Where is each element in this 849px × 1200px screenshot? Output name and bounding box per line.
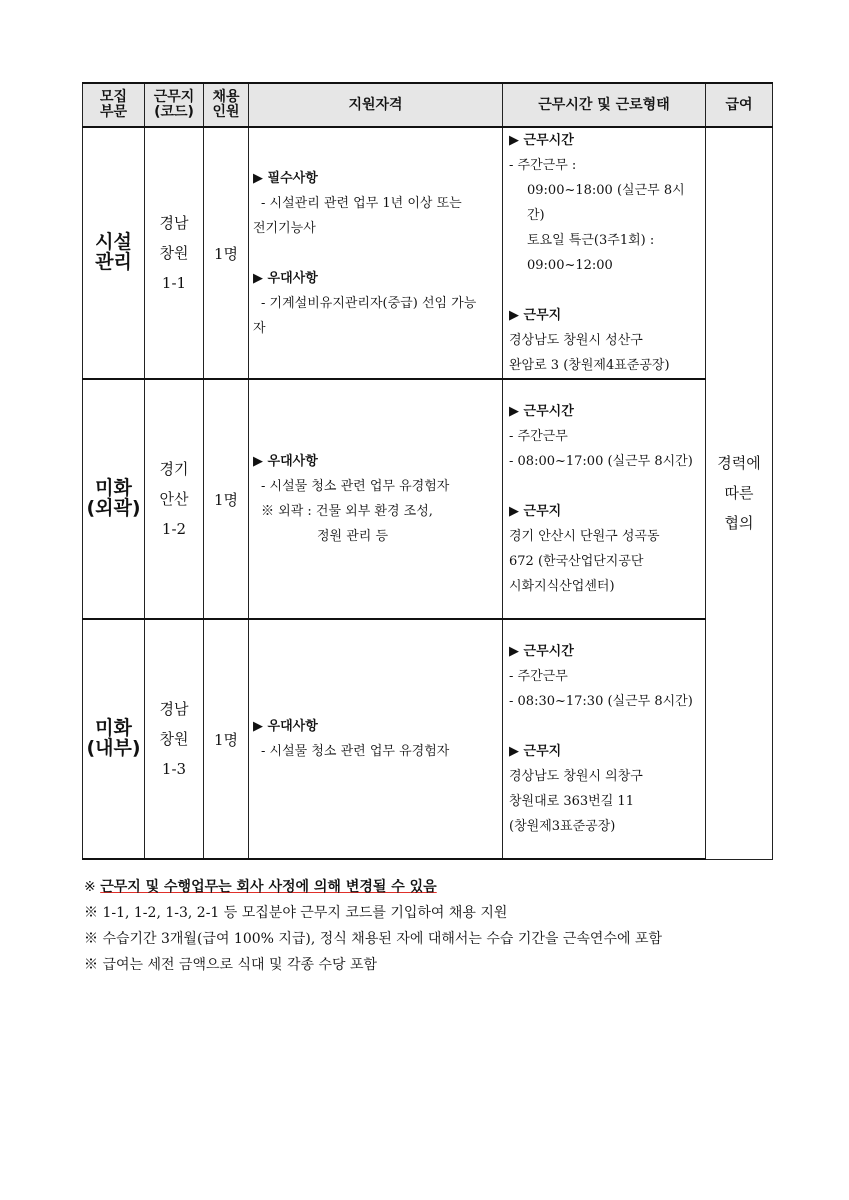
header-dept: 모집 부문 [83, 83, 145, 127]
pay-cell: 경력에 따른 협의 [706, 127, 773, 859]
location-cell: 경기 안산 1-2 [145, 379, 204, 619]
note-item [84, 900, 774, 926]
count-cell: 1명 [204, 619, 249, 859]
note-text: 1-1, 1-2, 1-3, 2-1 등 모집분야 근무지 코드를 기입하여 채용 지원 [102, 905, 508, 921]
dept-cell: 미화 (외곽) [83, 379, 145, 619]
qualification-cell: ▶ 우대사항 - 시설물 청소 관련 업무 유경험자 [249, 619, 503, 859]
qualification-cell: ▶ 필수사항 - 시설관리 관련 업무 1년 이상 또는 전기기능사 ▶ 우대사항 - 기계설비유지관리자(중급) 선임 가능 자 [249, 127, 503, 379]
location-cell: 경남 창원 1-1 [145, 127, 204, 379]
dept-cell: 미화 (내부) [83, 619, 145, 859]
table-header-row [83, 83, 773, 127]
hours-cell: ▶ 근무시간 - 주간근무 - 08:00~17:00 (실근무 8시간) ▶ 근무지 경기 안산시 단원구 성곡동 672 (한국산업단지공단 시화지식산업센터) [503, 379, 706, 619]
header-qualification: 지원자격 [249, 83, 503, 127]
table-row [83, 127, 773, 379]
hours-cell: ▶ 근무시간 - 주간근무 - 08:30~17:30 (실근무 8시간) ▶ 근무지 경상남도 창원시 의창구 창원대로 363번길 11 (창원제3표준공장) [503, 619, 706, 859]
note-mark: ※ [84, 879, 96, 895]
qualification-cell: ▶ 우대사항 - 시설물 청소 관련 업무 유경험자 ※ 외곽 : 건물 외부 환경 조성, 정원 관리 등 [249, 379, 503, 619]
header-location: 근무지 (코드) [145, 83, 204, 127]
header-pay: 급여 [706, 83, 773, 127]
note-item [84, 952, 774, 978]
table-row [83, 379, 773, 619]
note-mark: ※ [84, 905, 98, 921]
note-item [84, 926, 774, 952]
notes-section [84, 874, 774, 978]
note-text: 근무지 및 수행업무는 회사 사정에 의해 변경될 수 있음 [100, 879, 437, 895]
note-mark: ※ [84, 931, 98, 947]
note-item [84, 874, 774, 900]
header-count: 채용 인원 [204, 83, 249, 127]
count-cell: 1명 [204, 127, 249, 379]
table-row [83, 619, 773, 859]
note-text: 급여는 세전 금액으로 식대 및 각종 수당 포함 [102, 957, 378, 973]
note-mark: ※ [84, 957, 98, 973]
hours-cell: ▶ 근무시간 - 주간근무 : 09:00~18:00 (실근무 8시간) 토요일 특근(3주1회) : 09:00~12:00 ▶ 근무지 경상남도 창원시 성산구 완암로 3 (창원제4표준공장) [503, 127, 706, 379]
count-cell: 1명 [204, 379, 249, 619]
recruitment-table [82, 82, 773, 860]
location-cell: 경남 창원 1-3 [145, 619, 204, 859]
note-text: 수습기간 3개월(급여 100% 지급), 정식 채용된 자에 대해서는 수습 기간을 근속연수에 포함 [102, 931, 663, 947]
dept-cell: 시설 관리 [83, 127, 145, 379]
header-hours: 근무시간 및 근로형태 [503, 83, 706, 127]
